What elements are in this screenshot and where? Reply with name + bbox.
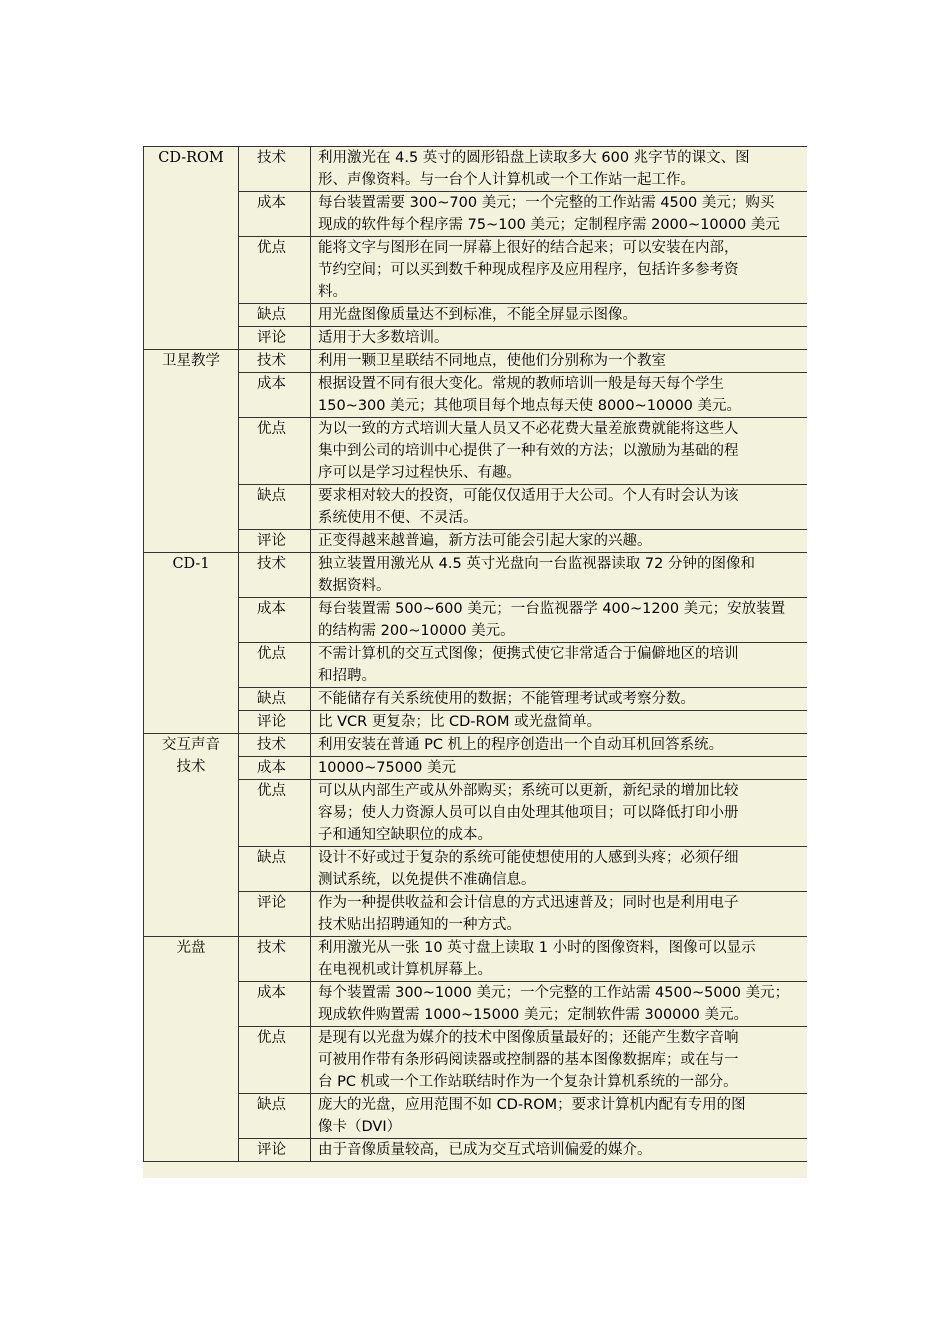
- attribute-description: [311, 847, 808, 892]
- description-line: 利用一颗卫星联结不同地点，使他们分别称为一个教室: [318, 353, 666, 369]
- attribute-label: 成本: [239, 192, 311, 237]
- description-line: 根据设置不同有很大变化。常规的教师培训一般是每天每个学生: [318, 376, 724, 392]
- description-line: 的结构需 200~10000 美元。: [318, 623, 515, 639]
- description-line: 作为一种提供收益和会计信息的方式迅速普及；同时也是利用电子: [318, 895, 739, 911]
- description-line: 像卡（DVI）: [318, 1119, 402, 1135]
- description-line: 子和通知空缺职位的成本。: [318, 827, 492, 843]
- attribute-description: [311, 1027, 808, 1094]
- attribute-label: 缺点: [239, 847, 311, 892]
- media-name: 交互声音: [162, 737, 220, 753]
- table-row: [144, 350, 808, 373]
- attribute-label: 缺点: [239, 485, 311, 530]
- attribute-description: [311, 982, 808, 1027]
- attribute-description: [311, 643, 808, 688]
- attribute-description: [311, 530, 808, 553]
- table-row: [144, 643, 808, 688]
- table-row: [144, 530, 808, 553]
- description-line: 为以一致的方式培训大量人员又不必花费大量差旅费就能将这些人: [318, 421, 739, 437]
- media-name: 卫星教学: [162, 353, 220, 369]
- attribute-description: [311, 327, 808, 350]
- media-name: CD-ROM: [158, 150, 224, 166]
- description-line: 技术贴出招聘通知的一种方式。: [318, 917, 521, 933]
- description-line: 利用安装在普通 PC 机上的程序创造出一个自动耳机回答系统。: [318, 737, 724, 753]
- media-name-cell: [144, 937, 239, 1162]
- media-name: 光盘: [176, 940, 206, 956]
- table-row: [144, 711, 808, 734]
- attribute-label: 成本: [239, 598, 311, 643]
- table-row: [144, 485, 808, 530]
- description-line: 要求相对较大的投资，可能仅仅适用于大公司。个人有时会认为该: [318, 488, 739, 504]
- attribute-description: [311, 598, 808, 643]
- description-line: 利用激光从一张 10 英寸盘上读取 1 小时的图像资料，图像可以显示: [318, 940, 756, 956]
- table-row: [144, 1139, 808, 1162]
- description-line: 每台装置需要 300~700 美元；一个完整的工作站需 4500 美元；购买: [318, 195, 775, 211]
- description-line: 数据资料。: [318, 578, 391, 594]
- table-row: [144, 327, 808, 350]
- description-line: 正变得越来越普遍，新方法可能会引起大家的兴趣。: [318, 533, 652, 549]
- attribute-label: 成本: [239, 982, 311, 1027]
- attribute-description: [311, 237, 808, 304]
- table-body: [144, 147, 808, 1162]
- attribute-description: [311, 373, 808, 418]
- table-row: [144, 192, 808, 237]
- attribute-label: 优点: [239, 1027, 311, 1094]
- media-name: CD-1: [172, 556, 210, 572]
- media-name: 技术: [176, 759, 206, 775]
- attribute-label: 技术: [239, 734, 311, 757]
- description-line: 可以从内部生产或从外部购买；系统可以更新，新纪录的增加比较: [318, 783, 739, 799]
- description-line: 不能储存有关系统使用的数据；不能管理考试或考察分数。: [318, 691, 695, 707]
- media-comparison-table-wrapper: [143, 146, 807, 1178]
- attribute-label: 技术: [239, 553, 311, 598]
- media-comparison-table: [143, 146, 807, 1162]
- description-line: 容易；使人力资源人员可以自由处理其他项目；可以降低打印小册: [318, 805, 739, 821]
- attribute-label: 缺点: [239, 1094, 311, 1139]
- description-line: 现成软件购置需 1000~15000 美元；定制软件需 300000 美元。: [318, 1007, 748, 1023]
- attribute-description: [311, 780, 808, 847]
- attribute-label: 优点: [239, 643, 311, 688]
- table-row: [144, 147, 808, 192]
- table-row: [144, 982, 808, 1027]
- attribute-description: [311, 937, 808, 982]
- attribute-label: 技术: [239, 350, 311, 373]
- table-row: [144, 780, 808, 847]
- description-line: 由于音像质量较高，已成为交互式培训偏爱的媒介。: [318, 1142, 652, 1158]
- description-line: 测试系统，以免提供不准确信息。: [318, 872, 536, 888]
- description-line: 用光盘图像质量达不到标准，不能全屏显示图像。: [318, 307, 637, 323]
- attribute-description: [311, 1094, 808, 1139]
- attribute-description: [311, 734, 808, 757]
- attribute-description: [311, 711, 808, 734]
- attribute-label: 缺点: [239, 304, 311, 327]
- attribute-description: [311, 192, 808, 237]
- attribute-description: [311, 553, 808, 598]
- table-row: [144, 937, 808, 982]
- table-row: [144, 757, 808, 780]
- attribute-label: 优点: [239, 237, 311, 304]
- description-line: 适用于大多数培训。: [318, 330, 449, 346]
- table-row: [144, 304, 808, 327]
- description-line: 料。: [318, 284, 347, 300]
- attribute-label: 缺点: [239, 688, 311, 711]
- attribute-description: [311, 485, 808, 530]
- attribute-label: 评论: [239, 892, 311, 937]
- attribute-label: 技术: [239, 147, 311, 192]
- attribute-label: 评论: [239, 530, 311, 553]
- table-row: [144, 373, 808, 418]
- attribute-description: [311, 147, 808, 192]
- attribute-description: [311, 304, 808, 327]
- attribute-description: [311, 418, 808, 485]
- description-line: 台 PC 机或一个工作站联结时作为一个复杂计算机系统的一部分。: [318, 1074, 738, 1090]
- description-line: 设计不好或过于复杂的系统可能使想使用的人感到头疼；必须仔细: [318, 850, 739, 866]
- table-row: [144, 237, 808, 304]
- attribute-label: 评论: [239, 327, 311, 350]
- description-line: 集中到公司的培训中心提供了一种有效的方法；以激励为基础的程: [318, 443, 739, 459]
- description-line: 庞大的光盘，应用范围不如 CD-ROM；要求计算机内配有专用的图: [318, 1097, 746, 1113]
- media-name-cell: [144, 553, 239, 734]
- table-row: [144, 598, 808, 643]
- attribute-label: 评论: [239, 711, 311, 734]
- table-row: [144, 1094, 808, 1139]
- description-line: 节约空间；可以买到数千种现成程序及应用程序，包括许多参考资: [318, 262, 739, 278]
- media-name-cell: [144, 734, 239, 937]
- attribute-label: 成本: [239, 373, 311, 418]
- attribute-label: 优点: [239, 780, 311, 847]
- table-row: [144, 418, 808, 485]
- description-line: 现成的软件每个程序需 75~100 美元；定制程序需 2000~10000 美元: [318, 217, 780, 233]
- table-row: [144, 892, 808, 937]
- attribute-label: 技术: [239, 937, 311, 982]
- table-row: [144, 688, 808, 711]
- attribute-label: 成本: [239, 757, 311, 780]
- description-line: 每个装置需 300~1000 美元；一个完整的工作站需 4500~5000 美元；: [318, 985, 790, 1001]
- attribute-description: [311, 892, 808, 937]
- attribute-description: [311, 350, 808, 373]
- description-line: 系统使用不便、不灵活。: [318, 510, 478, 526]
- description-line: 比 VCR 更复杂；比 CD-ROM 或光盘简单。: [318, 714, 602, 730]
- description-line: 150~300 美元；其他项目每个地点每天使 8000~10000 美元。: [318, 398, 742, 414]
- attribute-label: 评论: [239, 1139, 311, 1162]
- attribute-description: [311, 757, 808, 780]
- description-line: 独立装置用激光从 4.5 英寸光盘向一台监视器读取 72 分钟的图像和: [318, 556, 755, 572]
- description-line: 和招聘。: [318, 668, 376, 684]
- description-line: 能将文字与图形在同一屏幕上很好的结合起来；可以安装在内部，: [318, 240, 739, 256]
- description-line: 序可以是学习过程快乐、有趣。: [318, 465, 521, 481]
- description-line: 是现有以光盘为媒介的技术中图像质量最好的；还能产生数字音响: [318, 1030, 739, 1046]
- description-line: 利用激光在 4.5 英寸的圆形铅盘上读取多大 600 兆字节的课文、图: [318, 150, 750, 166]
- media-name-cell: [144, 147, 239, 350]
- description-line: 每台装置需 500~600 美元；一台监视器学 400~1200 美元；安放装置: [318, 601, 786, 617]
- description-line: 不需计算机的交互式图像；便携式使它非常适合于偏僻地区的培训: [318, 646, 739, 662]
- table-row: [144, 553, 808, 598]
- attribute-label: 优点: [239, 418, 311, 485]
- table-row: [144, 847, 808, 892]
- media-name-cell: [144, 350, 239, 553]
- table-row: [144, 1027, 808, 1094]
- description-line: 10000~75000 美元: [318, 760, 457, 776]
- description-line: 可被用作带有条形码阅读器或控制器的基本图像数据库；或在与一: [318, 1052, 739, 1068]
- description-line: 在电视机或计算机屏幕上。: [318, 962, 492, 978]
- attribute-description: [311, 688, 808, 711]
- table-row: [144, 734, 808, 757]
- description-line: 形、声像资料。与一台个人计算机或一个工作站一起工作。: [318, 172, 695, 188]
- attribute-description: [311, 1139, 808, 1162]
